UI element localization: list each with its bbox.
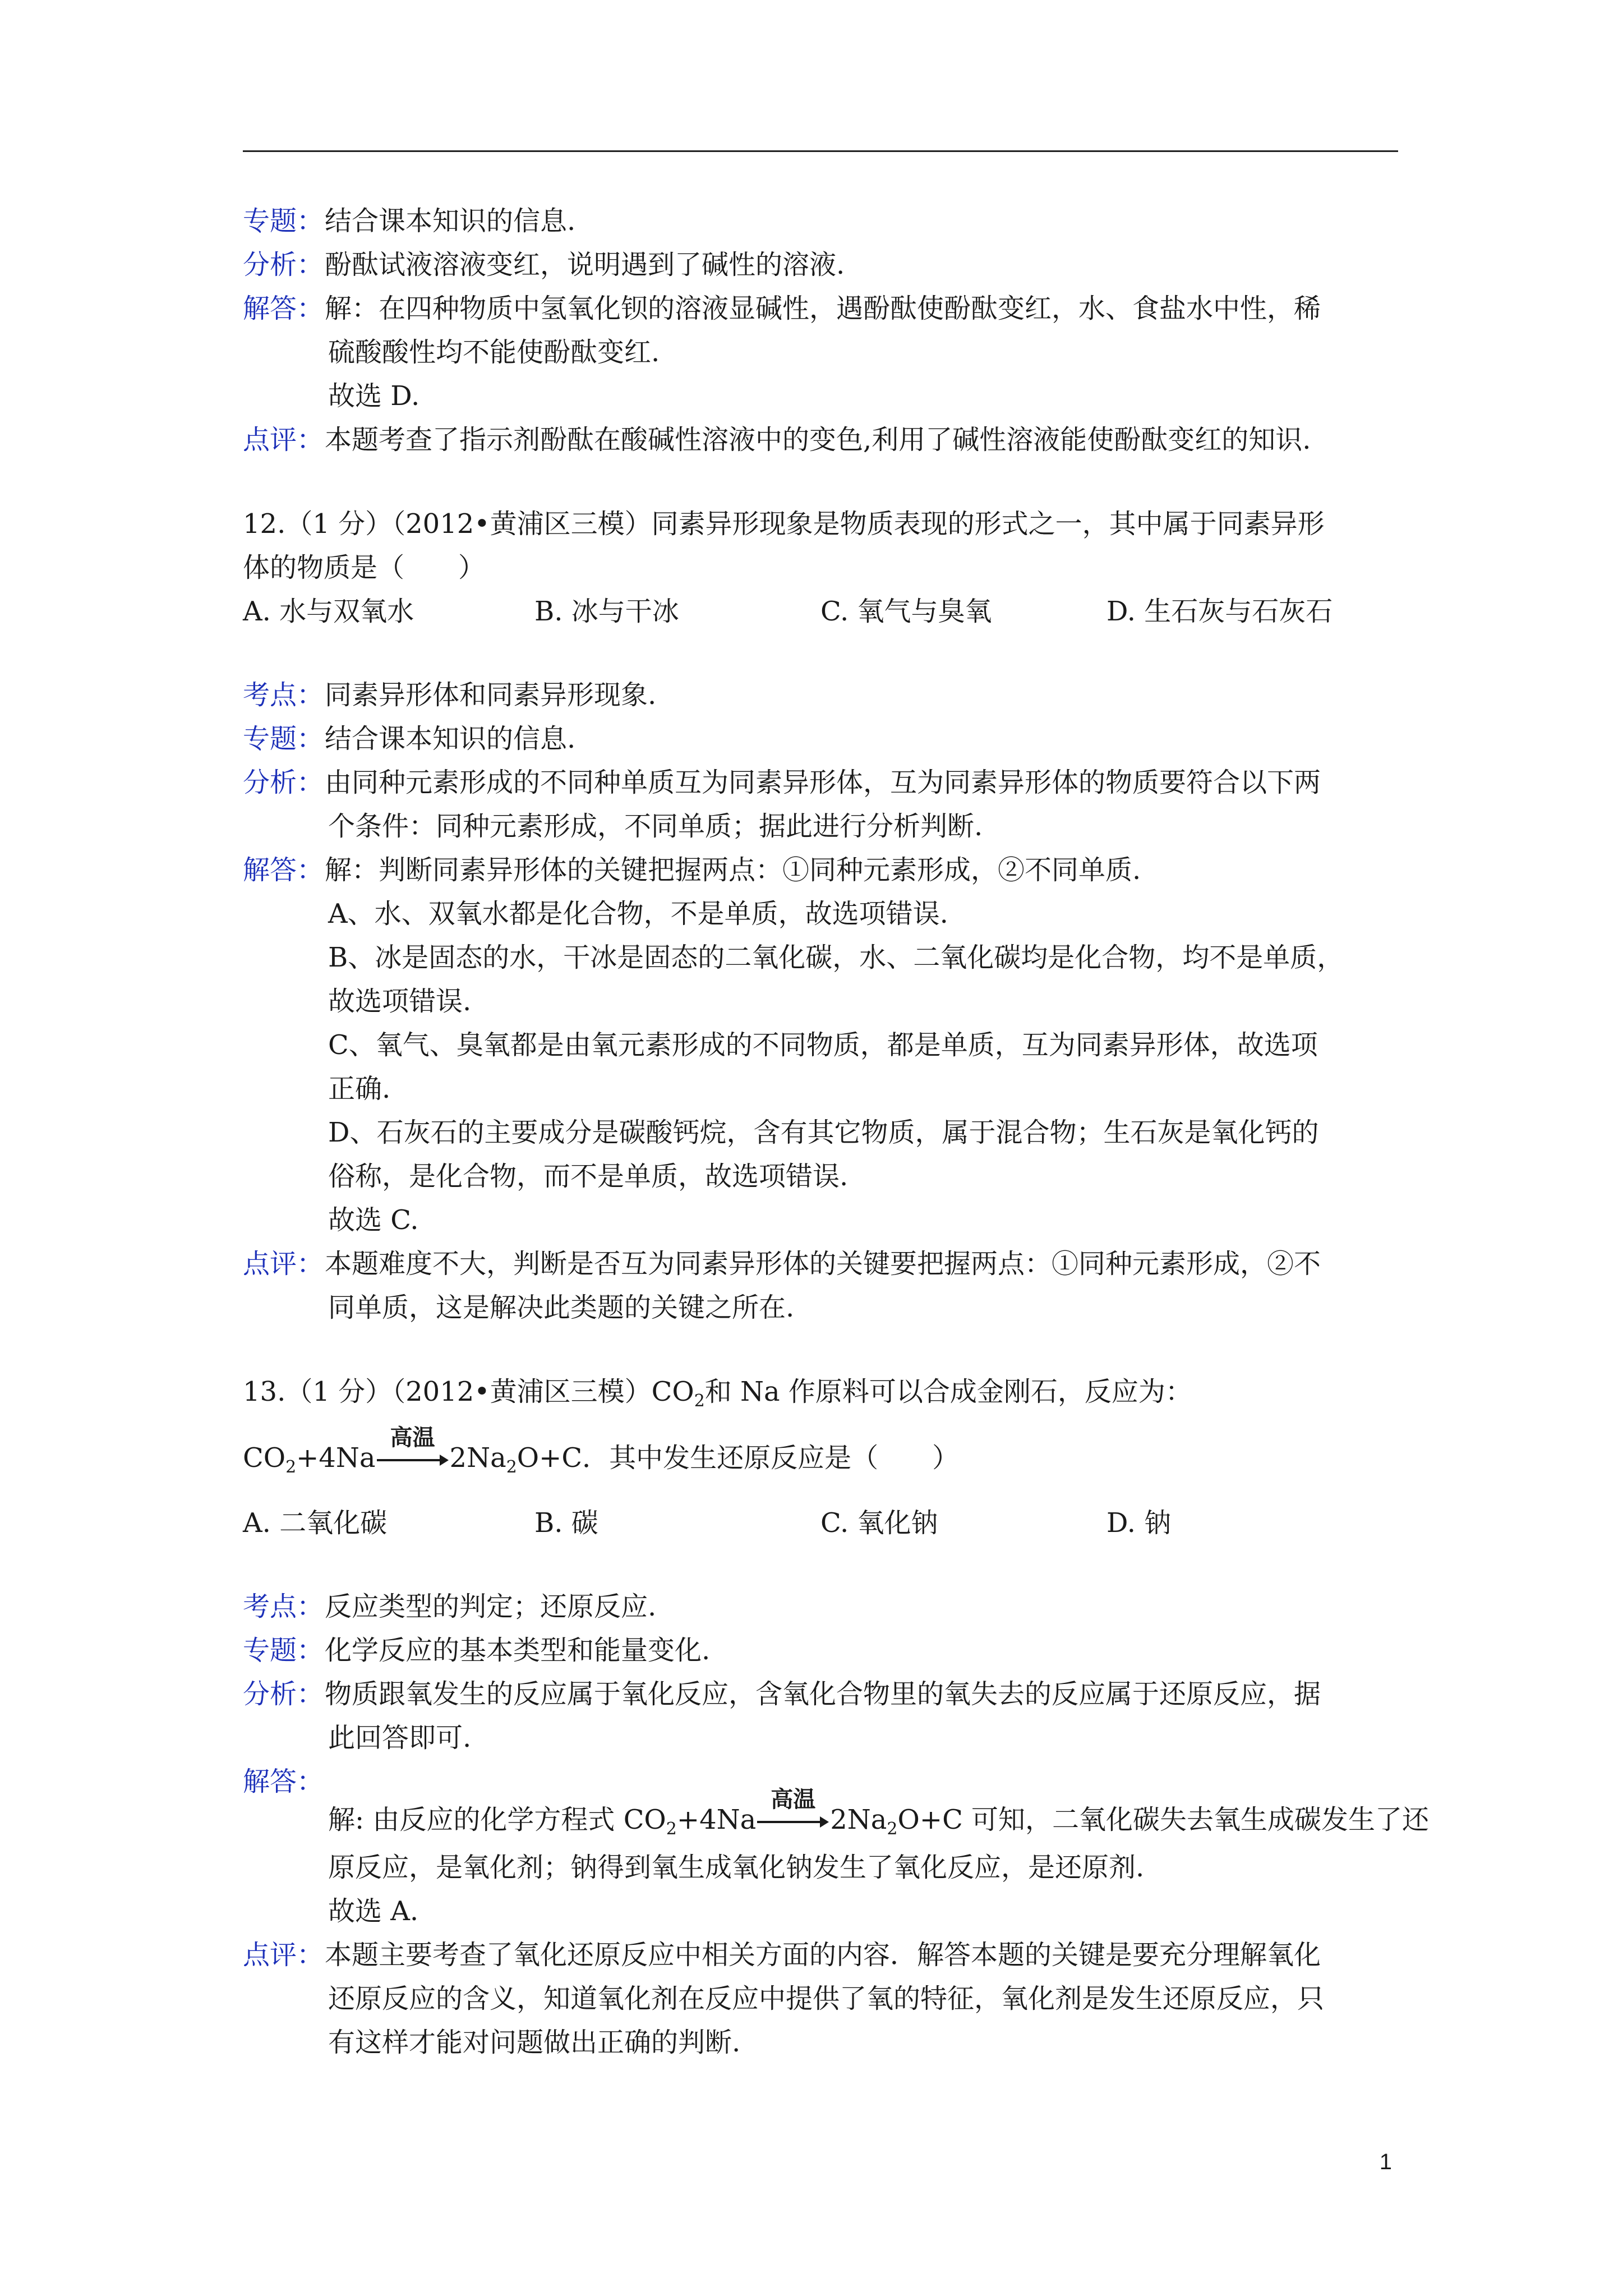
q12-comment <box>243 1242 1321 1286</box>
q12-answer-line-6: 正确. <box>328 1073 391 1105</box>
q13-stem-line-1 <box>243 1370 1192 1423</box>
q12-answer-line-8: 俗称，是化合物，而不是单质，故选项错误. <box>328 1161 849 1192</box>
q12-option-d: D. 生石灰与石灰石 <box>1106 596 1333 627</box>
q12-topic <box>243 717 575 761</box>
comment-text: 本题难度不大，判断是否互为同素异形体的关键要把握两点：①同种元素形成，②不 <box>325 1248 1321 1280</box>
comment-label: 点评： <box>243 424 324 455</box>
equation-text: CO <box>243 1442 286 1474</box>
q13-analysis-line-2: 此回答即可. <box>328 1722 472 1754</box>
q13-equation-line <box>243 1424 960 1489</box>
analysis-text: 由同种元素形成的不同种单质互为同素异形体，互为同素异形体的物质要符合以下两 <box>325 767 1321 798</box>
point-label: 考点： <box>243 1591 324 1622</box>
point-text: 同素异形体和同素异形现象. <box>325 679 657 711</box>
q12-option-a: A. 水与双氧水 <box>243 596 414 627</box>
page-number: 1 <box>1379 2150 1392 2174</box>
analysis-text: 物质跟氧发生的反应属于氧化反应，含氧化合物里的氧失去的反应属于还原反应，据 <box>325 1678 1321 1710</box>
answer-label: 解答： <box>243 1766 324 1797</box>
reaction-arrow-icon <box>757 1786 829 1833</box>
q13-option-b: B. 碳 <box>534 1507 598 1539</box>
q11-answer-line-3: 故选 D. <box>328 380 420 412</box>
topic-text: 结合课本知识的信息. <box>325 205 576 237</box>
q12-option-b: B. 冰与干冰 <box>534 596 679 627</box>
equation-text: O+C．其中发生还原反应是（ ） <box>517 1442 960 1474</box>
answer-label: 解答： <box>243 854 324 886</box>
equation-text: +4Na <box>296 1442 376 1474</box>
stem-text: 和 Na 作原料可以合成金刚石，反应为： <box>704 1376 1192 1407</box>
topic-label: 专题： <box>243 723 324 754</box>
subscript: 2 <box>887 1819 898 1839</box>
subscript: 2 <box>666 1819 677 1839</box>
q12-option-c: C. 氧气与臭氧 <box>820 596 992 627</box>
reaction-arrow-icon <box>377 1424 449 1471</box>
subscript: 2 <box>694 1391 705 1411</box>
topic-label: 专题： <box>243 205 324 237</box>
q12-answer-line-3: B、冰是固态的水，干冰是固态的二氧化碳，水、二氧化碳均是化合物，均不是单质， <box>328 942 1344 973</box>
q13-option-d: D. 钠 <box>1106 1507 1172 1539</box>
topic-text: 化学反应的基本类型和能量变化. <box>325 1635 711 1666</box>
reaction-condition: 高温 <box>771 1786 816 1812</box>
q11-answer <box>243 287 1321 330</box>
q12-answer <box>243 848 1141 892</box>
answer-text: 解: 由反应的化学方程式 CO <box>328 1804 666 1835</box>
q13-answer-line-2: 原反应，是氧化剂；钠得到氧生成氧化钠发生了氧化反应，是还原剂. <box>328 1852 1145 1883</box>
q12-answer-line-7: D、石灰石的主要成分是碳酸钙烷，含有其它物质，属于混合物；生石灰是氧化钙的 <box>328 1117 1319 1148</box>
topic-text: 结合课本知识的信息. <box>325 723 576 754</box>
q12-answer-line-4: 故选项错误. <box>328 986 472 1017</box>
reaction-condition: 高温 <box>390 1424 435 1451</box>
comment-label: 点评： <box>243 1248 324 1280</box>
comment-text: 本题主要考查了氧化还原反应中相关方面的内容．解答本题的关键是要充分理解氧化 <box>325 1939 1321 1971</box>
q11-answer-line-2: 硫酸酸性均不能使酚酞变红. <box>328 337 660 368</box>
q13-answer-equation-line <box>328 1786 1430 1851</box>
subscript: 2 <box>285 1457 297 1477</box>
q12-comment-line-2: 同单质，这是解决此类题的关键之所在. <box>328 1292 795 1323</box>
q13-comment-line-2: 还原反应的含义，知道氧化剂在反应中提供了氧的特征，氧化剂是发生还原反应，只 <box>328 1983 1325 2014</box>
q12-point <box>243 673 656 717</box>
answer-text: 2Na <box>830 1804 887 1835</box>
q13-comment-line-3: 有这样才能对问题做出正确的判断. <box>328 2027 741 2058</box>
point-text: 反应类型的判定；还原反应. <box>325 1591 657 1622</box>
q12-stem-line-2: 体的物质是（ ） <box>243 552 486 583</box>
analysis-label: 分析： <box>243 767 324 798</box>
point-label: 考点： <box>243 679 324 711</box>
subscript: 2 <box>506 1457 517 1477</box>
q12-analysis-line-2: 个条件：同种元素形成，不同单质；据此进行分析判断. <box>328 811 983 842</box>
q12-answer-line-9: 故选 C. <box>328 1204 419 1236</box>
stem-text: 13.（1 分）（2012•黄浦区三模）CO <box>243 1376 694 1407</box>
analysis-label: 分析： <box>243 249 324 280</box>
answer-text: +4Na <box>676 1804 757 1835</box>
q12-answer-line-5: C、氧气、臭氧都是由氧元素形成的不同物质，都是单质，互为同素异形体，故选项 <box>328 1029 1318 1061</box>
analysis-text: 酚酞试液溶液变红，说明遇到了碱性的溶液. <box>325 249 845 280</box>
analysis-label: 分析： <box>243 1678 324 1710</box>
q13-answer <box>243 1760 325 1803</box>
q13-option-c: C. 氧化钠 <box>820 1507 938 1539</box>
q13-answer-line-3: 故选 A. <box>328 1895 419 1927</box>
answer-label: 解答： <box>243 293 324 324</box>
q11-comment <box>243 418 1311 462</box>
q13-point <box>243 1585 656 1628</box>
q11-analysis <box>243 243 845 287</box>
equation-text: 2Na <box>449 1442 506 1474</box>
q12-stem-line-1: 12.（1 分）（2012•黄浦区三模）同素异形现象是物质表现的形式之一，其中属于同素异形 <box>243 508 1325 540</box>
q13-topic <box>243 1628 710 1672</box>
q12-answer-line-2: A、水、双氧水都是化合物，不是单质，故选项错误. <box>328 898 948 930</box>
q13-analysis <box>243 1672 1321 1716</box>
q12-analysis <box>243 761 1321 804</box>
q11-topic <box>243 199 575 243</box>
answer-text: 解：判断同素异形体的关键把握两点：①同种元素形成，②不同单质. <box>325 854 1141 886</box>
comment-label: 点评： <box>243 1939 324 1971</box>
header-rule <box>243 150 1398 152</box>
q13-comment <box>243 1933 1321 1977</box>
answer-text: O+C 可知，二氧化碳失去氧生成碳发生了还 <box>897 1804 1430 1835</box>
comment-text: 本题考查了指示剂酚酞在酸碱性溶液中的变色,利用了碱性溶液能使酚酞变红的知识. <box>325 424 1311 455</box>
topic-label: 专题： <box>243 1635 324 1666</box>
answer-text: 解：在四种物质中氢氧化钡的溶液显碱性，遇酚酞使酚酞变红，水、食盐水中性，稀 <box>325 293 1321 324</box>
q13-option-a: A. 二氧化碳 <box>243 1507 388 1539</box>
